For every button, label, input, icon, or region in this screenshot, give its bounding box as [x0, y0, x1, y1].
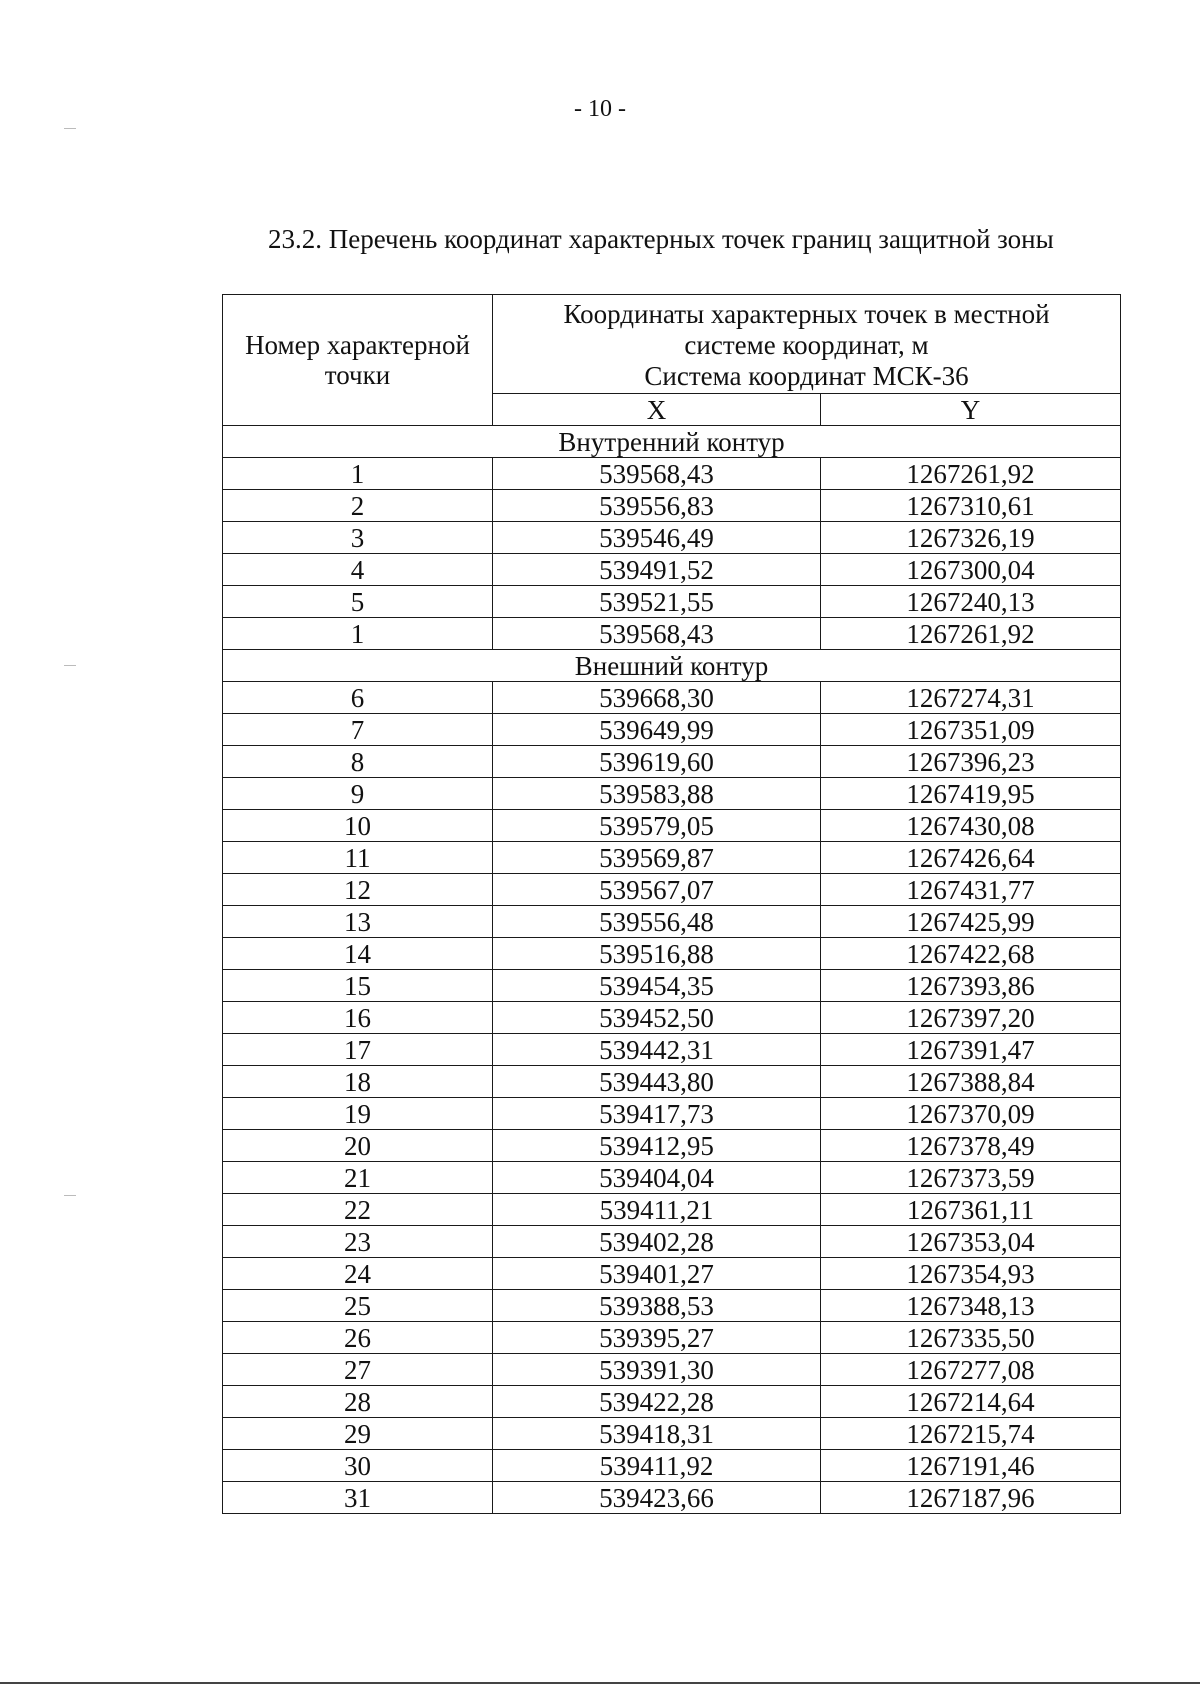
section-title: 23.2. Перечень координат характерных точек границ защитной зоны: [268, 224, 1054, 254]
y-coordinate-cell: 1267425,99: [821, 906, 1121, 938]
table-row: [223, 1194, 1121, 1226]
table-row: [223, 906, 1121, 938]
x-coordinate-cell: 539443,80: [493, 1066, 821, 1098]
y-coordinate-cell: 1267261,92: [821, 618, 1121, 650]
group-title: Внешний контур: [223, 650, 1121, 682]
point-number-cell: 16: [223, 1002, 493, 1034]
point-number-cell: 21: [223, 1162, 493, 1194]
table-row: [223, 1130, 1121, 1162]
y-coordinate-cell: 1267393,86: [821, 970, 1121, 1002]
point-number-cell: 7: [223, 714, 493, 746]
table-row: [223, 682, 1121, 714]
table-row: [223, 1354, 1121, 1386]
table-row: [223, 1002, 1121, 1034]
point-number-cell: 30: [223, 1450, 493, 1482]
table-row: [223, 842, 1121, 874]
y-coordinate-cell: 1267422,68: [821, 938, 1121, 970]
x-coordinate-cell: 539568,43: [493, 458, 821, 490]
point-number-cell: 27: [223, 1354, 493, 1386]
point-number-cell: 17: [223, 1034, 493, 1066]
y-coordinate-cell: 1267277,08: [821, 1354, 1121, 1386]
point-number-cell: 4: [223, 554, 493, 586]
x-coordinate-cell: 539401,27: [493, 1258, 821, 1290]
table-row: [223, 1066, 1121, 1098]
x-coordinate-cell: 539388,53: [493, 1290, 821, 1322]
scan-margin-mark: [64, 128, 76, 129]
table-row: [223, 1034, 1121, 1066]
table-row: [223, 1482, 1121, 1514]
page-bottom-edge: [0, 1682, 1200, 1684]
point-number-cell: 1: [223, 458, 493, 490]
point-number-cell: 10: [223, 810, 493, 842]
y-coordinate-cell: 1267240,13: [821, 586, 1121, 618]
table-row: [223, 1322, 1121, 1354]
y-coordinate-cell: 1267431,77: [821, 874, 1121, 906]
table-row: [223, 714, 1121, 746]
x-coordinate-cell: 539411,92: [493, 1450, 821, 1482]
x-coordinate-cell: 539411,21: [493, 1194, 821, 1226]
x-coordinate-cell: 539567,07: [493, 874, 821, 906]
table-row: [223, 938, 1121, 970]
y-coordinate-cell: 1267388,84: [821, 1066, 1121, 1098]
header-coordinates-line3: Система координат МСК-36: [644, 360, 969, 391]
x-coordinate-cell: 539546,49: [493, 522, 821, 554]
x-coordinate-cell: 539418,31: [493, 1418, 821, 1450]
y-coordinate-cell: 1267373,59: [821, 1162, 1121, 1194]
y-coordinate-cell: 1267396,23: [821, 746, 1121, 778]
x-coordinate-cell: 539583,88: [493, 778, 821, 810]
header-coordinates-line2: системе координат, м: [684, 329, 929, 360]
point-number-cell: 28: [223, 1386, 493, 1418]
y-coordinate-cell: 1267348,13: [821, 1290, 1121, 1322]
coordinates-table: [222, 294, 1121, 1514]
table-row: [223, 874, 1121, 906]
x-coordinate-cell: 539423,66: [493, 1482, 821, 1514]
y-coordinate-cell: 1267261,92: [821, 458, 1121, 490]
scan-margin-mark: [64, 1195, 76, 1196]
point-number-cell: 24: [223, 1258, 493, 1290]
x-coordinate-cell: 539521,55: [493, 586, 821, 618]
table-row: [223, 1290, 1121, 1322]
point-number-cell: 29: [223, 1418, 493, 1450]
table-row: [223, 970, 1121, 1002]
y-coordinate-cell: 1267391,47: [821, 1034, 1121, 1066]
x-coordinate-cell: 539412,95: [493, 1130, 821, 1162]
point-number-cell: 13: [223, 906, 493, 938]
table-row: [223, 618, 1121, 650]
point-number-cell: 6: [223, 682, 493, 714]
y-coordinate-cell: 1267310,61: [821, 490, 1121, 522]
y-coordinate-cell: 1267351,09: [821, 714, 1121, 746]
x-coordinate-cell: 539568,43: [493, 618, 821, 650]
x-coordinate-cell: 539556,48: [493, 906, 821, 938]
y-coordinate-cell: 1267187,96: [821, 1482, 1121, 1514]
y-coordinate-cell: 1267215,74: [821, 1418, 1121, 1450]
x-coordinate-cell: 539402,28: [493, 1226, 821, 1258]
y-coordinate-cell: 1267326,19: [821, 522, 1121, 554]
y-coordinate-cell: 1267378,49: [821, 1130, 1121, 1162]
table-row: [223, 522, 1121, 554]
header-y: Y: [821, 394, 1121, 426]
x-coordinate-cell: 539417,73: [493, 1098, 821, 1130]
point-number-cell: 11: [223, 842, 493, 874]
point-number-cell: 22: [223, 1194, 493, 1226]
x-coordinate-cell: 539395,27: [493, 1322, 821, 1354]
table-row: [223, 1226, 1121, 1258]
x-coordinate-cell: 539442,31: [493, 1034, 821, 1066]
point-number-cell: 14: [223, 938, 493, 970]
point-number-cell: 23: [223, 1226, 493, 1258]
header-x: X: [493, 394, 821, 426]
x-coordinate-cell: 539649,99: [493, 714, 821, 746]
y-coordinate-cell: 1267370,09: [821, 1098, 1121, 1130]
point-number-cell: 5: [223, 586, 493, 618]
y-coordinate-cell: 1267214,64: [821, 1386, 1121, 1418]
x-coordinate-cell: 539619,60: [493, 746, 821, 778]
point-number-cell: 2: [223, 490, 493, 522]
x-coordinate-cell: 539454,35: [493, 970, 821, 1002]
x-coordinate-cell: 539668,30: [493, 682, 821, 714]
table-row: [223, 778, 1121, 810]
point-number-cell: 9: [223, 778, 493, 810]
scan-margin-mark: [64, 665, 76, 666]
table-body: [223, 426, 1121, 1514]
point-number-cell: 31: [223, 1482, 493, 1514]
table-header: [223, 295, 1121, 426]
point-number-cell: 26: [223, 1322, 493, 1354]
header-coordinates: [493, 295, 1121, 394]
x-coordinate-cell: 539391,30: [493, 1354, 821, 1386]
point-number-cell: 20: [223, 1130, 493, 1162]
point-number-cell: 19: [223, 1098, 493, 1130]
y-coordinate-cell: 1267300,04: [821, 554, 1121, 586]
point-number-cell: 25: [223, 1290, 493, 1322]
table-row: [223, 490, 1121, 522]
header-coordinates-line1: Координаты характерных точек в местной: [563, 298, 1050, 329]
table-row: [223, 554, 1121, 586]
table-row: [223, 1258, 1121, 1290]
table-row: [223, 458, 1121, 490]
y-coordinate-cell: 1267354,93: [821, 1258, 1121, 1290]
y-coordinate-cell: 1267274,31: [821, 682, 1121, 714]
point-number-cell: 15: [223, 970, 493, 1002]
table-row: [223, 810, 1121, 842]
table-row: [223, 1418, 1121, 1450]
table-row: [223, 1098, 1121, 1130]
point-number-cell: 1: [223, 618, 493, 650]
y-coordinate-cell: 1267397,20: [821, 1002, 1121, 1034]
y-coordinate-cell: 1267353,04: [821, 1226, 1121, 1258]
x-coordinate-cell: 539422,28: [493, 1386, 821, 1418]
x-coordinate-cell: 539556,83: [493, 490, 821, 522]
group-title: Внутренний контур: [223, 426, 1121, 458]
table-row: [223, 586, 1121, 618]
point-number-cell: 8: [223, 746, 493, 778]
group-row: [223, 426, 1121, 458]
table-row: [223, 746, 1121, 778]
point-number-cell: 12: [223, 874, 493, 906]
point-number-cell: 18: [223, 1066, 493, 1098]
y-coordinate-cell: 1267361,11: [821, 1194, 1121, 1226]
x-coordinate-cell: 539579,05: [493, 810, 821, 842]
x-coordinate-cell: 539569,87: [493, 842, 821, 874]
y-coordinate-cell: 1267335,50: [821, 1322, 1121, 1354]
x-coordinate-cell: 539404,04: [493, 1162, 821, 1194]
x-coordinate-cell: 539516,88: [493, 938, 821, 970]
table-row: [223, 1450, 1121, 1482]
x-coordinate-cell: 539452,50: [493, 1002, 821, 1034]
y-coordinate-cell: 1267430,08: [821, 810, 1121, 842]
table-row: [223, 1162, 1121, 1194]
group-row: [223, 650, 1121, 682]
point-number-cell: 3: [223, 522, 493, 554]
header-point-number: [223, 295, 493, 426]
y-coordinate-cell: 1267419,95: [821, 778, 1121, 810]
header-point-number-label: Номер характерной точки: [245, 330, 470, 390]
page-number: - 10 -: [574, 96, 626, 122]
y-coordinate-cell: 1267191,46: [821, 1450, 1121, 1482]
table-row: [223, 1386, 1121, 1418]
y-coordinate-cell: 1267426,64: [821, 842, 1121, 874]
x-coordinate-cell: 539491,52: [493, 554, 821, 586]
